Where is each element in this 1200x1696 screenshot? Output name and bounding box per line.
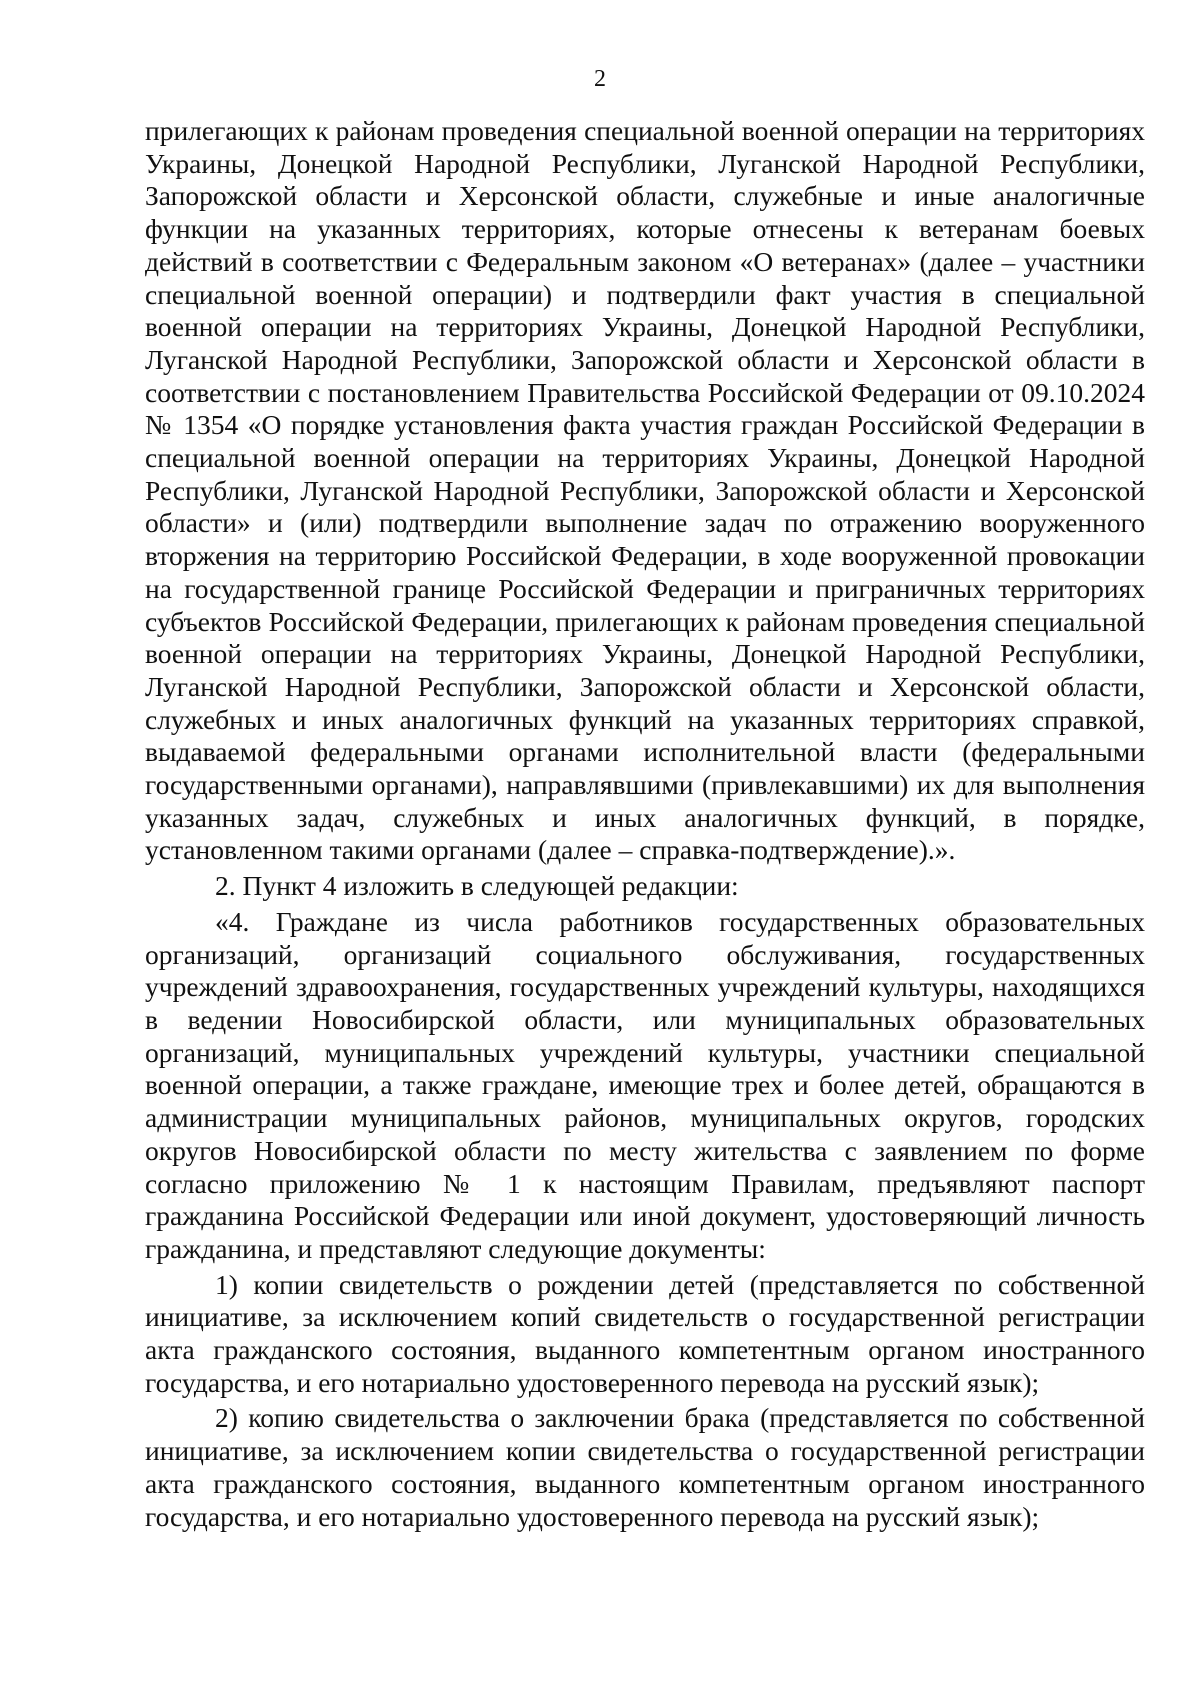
page-number: 2: [594, 66, 606, 92]
paragraph-continuation: прилегающих к районам проведения специальной военной операции на территориях Украины, Донецкой Народной Республики, Луганской Народной Республики, Запорожской области и Херсонской области, служебные и иные аналогичные функции на указанных территориях, которые отнесены к ветеранам боевых действий в соответствии с Федеральным законом «О ветеранах» (далее – участники специальной военной операции) и подтвердили факт участия в специальной военной операции на территориях Украины, Донецкой Народной Республики, Луганской Народной Республики, Запорожской области и Херсонской области в соответствии с постановлением Правительства Российской Федерации от 09.10.2024 № 1354 «О порядке установления факта участия граждан Российской Федерации в специальной военной операции на территориях Украины, Донецкой Народной Республики, Луганской Народной Республики, Запорожской области и Херсонской области» и (или) подтвердили выполнение задач по отражению вооруженного вторжения на территорию Российской Федерации, в ходе вооруженной провокации на государственной границе Российской Федерации и приграничных территориях субъектов Российской Федерации, прилегающих к районам проведения специальной военной операции на территориях Украины, Донецкой Народной Республики, Луганской Народной Республики, Запорожской области и Херсонской области, служебных и иных аналогичных функций на указанных территориях справкой, выдаваемой федеральными органами исполнительной власти (федеральными государственными органами), направлявшими (привлекавшими) их для выполнения указанных задач, служебных и иных аналогичных функций, в порядке, установленном такими органами (далее – справка-подтверждение).».: [145, 115, 1145, 866]
document-body: [145, 115, 1145, 1533]
paragraph-item-2: 2. Пункт 4 изложить в следующей редакции:: [215, 870, 739, 902]
paragraph-subitem-1: 1) копии свидетельств о рождении детей (представляется по собственной инициативе, за исключением копий свидетельств о государственной регистрации акта гражданского состояния, выданного компетентным органом иностранного государства, и его нотариально удостоверенного перевода на русский язык);: [145, 1268, 1145, 1398]
paragraph-clause-4: «4. Граждане из числа работников государственных образовательных организаций, организаций социального обслуживания, государственных учреждений здравоохранения, государственных учреждений культуры, находящихся в ведении Новосибирской области, или муниципальных образовательных организаций, муниципальных учреждений культуры, участники специальной военной операции, а также граждане, имеющие трех и более детей, обращаются в администрации муниципальных районов, муниципальных округов, городских округов Новосибирской области по месту жительства с заявлением по форме согласно приложению № 1 к настоящим Правилам, предъявляют паспорт гражданина Российской Федерации или иной документ, удостоверяющий личность гражданина, и представляют следующие документы:: [145, 905, 1145, 1264]
paragraph-subitem-2: 2) копию свидетельства о заключении брака (представляется по собственной инициативе, за исключением копии свидетельства о государственной регистрации акта гражданского состояния, выданного компетентным органом иностранного государства, и его нотариально удостоверенного перевода на русский язык);: [145, 1402, 1145, 1532]
